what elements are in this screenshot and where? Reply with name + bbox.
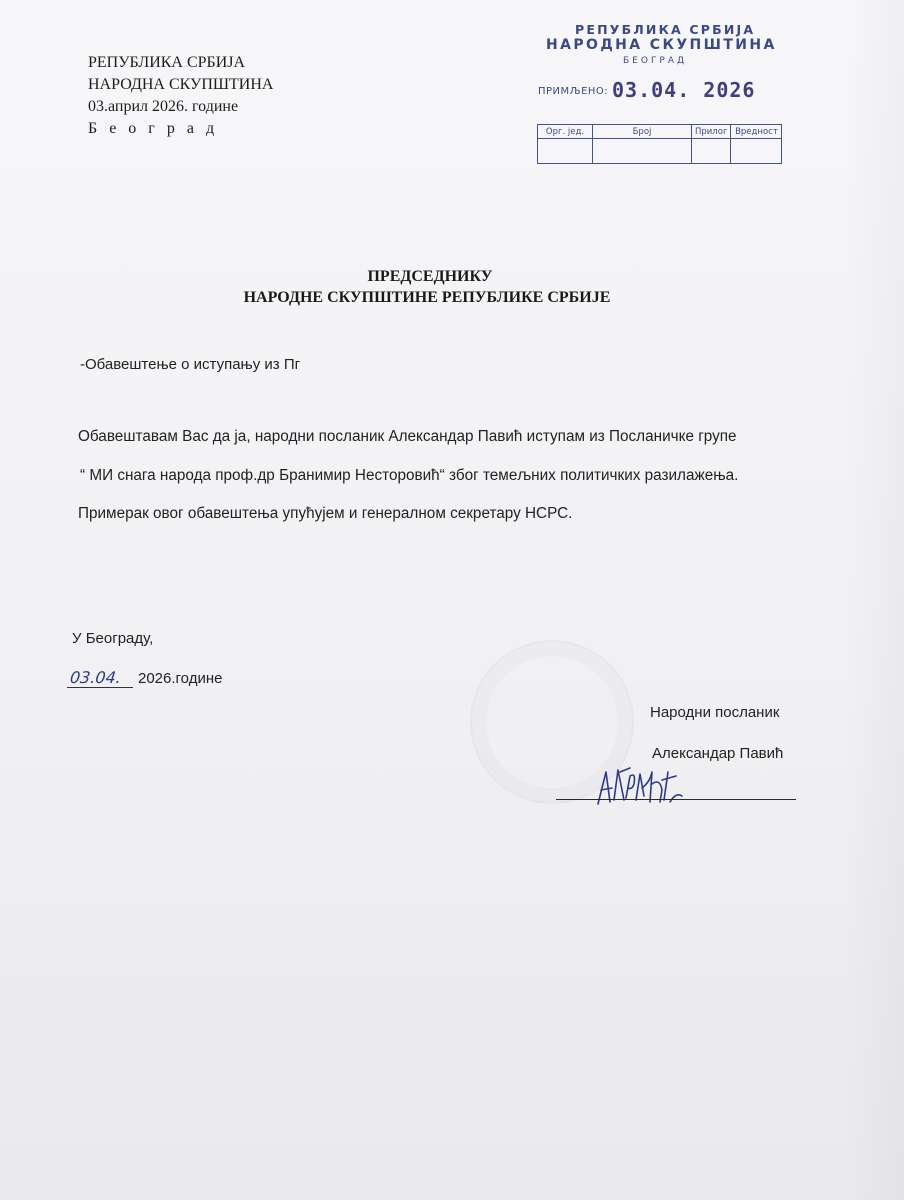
stamp-country: РЕПУБЛИКА СРБИЈА [575, 22, 756, 37]
stamp-col-org-unit: Орг. јед. [538, 125, 593, 139]
stamp-cell [538, 139, 593, 164]
stamp-cell [731, 139, 782, 164]
stamp-received-date: 03.04. 2026 [612, 78, 756, 102]
closing-year: 2026.године [138, 670, 223, 687]
header-country: РЕПУБЛИКА СРБИЈА [88, 54, 246, 71]
signature-icon [590, 762, 700, 815]
stamp-col-attachment: Прилог [692, 125, 731, 139]
body-paragraph-line: “ МИ снага народа проф.др Бранимир Несторовић“ због темељних политичких разилажења. [80, 467, 739, 484]
stamp-city: БЕОГРАД [623, 56, 688, 66]
letter-subject: -Обавештење о иступању из Пг [80, 356, 301, 373]
header-city: Б е о г р а д [88, 120, 219, 137]
header-institution: НАРОДНА СКУПШТИНА [88, 76, 274, 93]
signer-name: Александар Павић [652, 745, 784, 762]
stamp-table-header [538, 125, 782, 139]
signature-line [556, 799, 796, 800]
closing-place: У Београду, [72, 630, 154, 647]
handwritten-date: 03.04. [67, 668, 135, 688]
addressee-line-1: ПРЕДСЕДНИКУ [367, 268, 493, 285]
stamp-table-row [538, 139, 782, 164]
stamp-received-label: ПРИМЉЕНО: [538, 86, 609, 97]
stamp-registry-table [537, 124, 782, 164]
header-date: 03.април 2026. године [88, 98, 239, 115]
stamp-cell [692, 139, 731, 164]
closing-date [68, 668, 222, 688]
stamp-col-number: Број [593, 125, 692, 139]
body-paragraph-line: Обавештавам Вас да ја, народни посланик Александар Павић иступам из Посланичке групе [78, 428, 737, 445]
body-paragraph-line: Примерак овог обавештења упућујем и генералном секретару НСРС. [78, 505, 573, 522]
addressee-line-2: НАРОДНЕ СКУПШТИНЕ РЕПУБЛИКЕ СРБИЈЕ [243, 289, 611, 306]
stamp-col-value: Вредност [731, 125, 782, 139]
stamp-institution: НАРОДНА СКУПШТИНА [546, 37, 777, 53]
sender-header [88, 52, 273, 140]
signer-role: Народни посланик [650, 704, 780, 721]
stamp-cell [593, 139, 692, 164]
